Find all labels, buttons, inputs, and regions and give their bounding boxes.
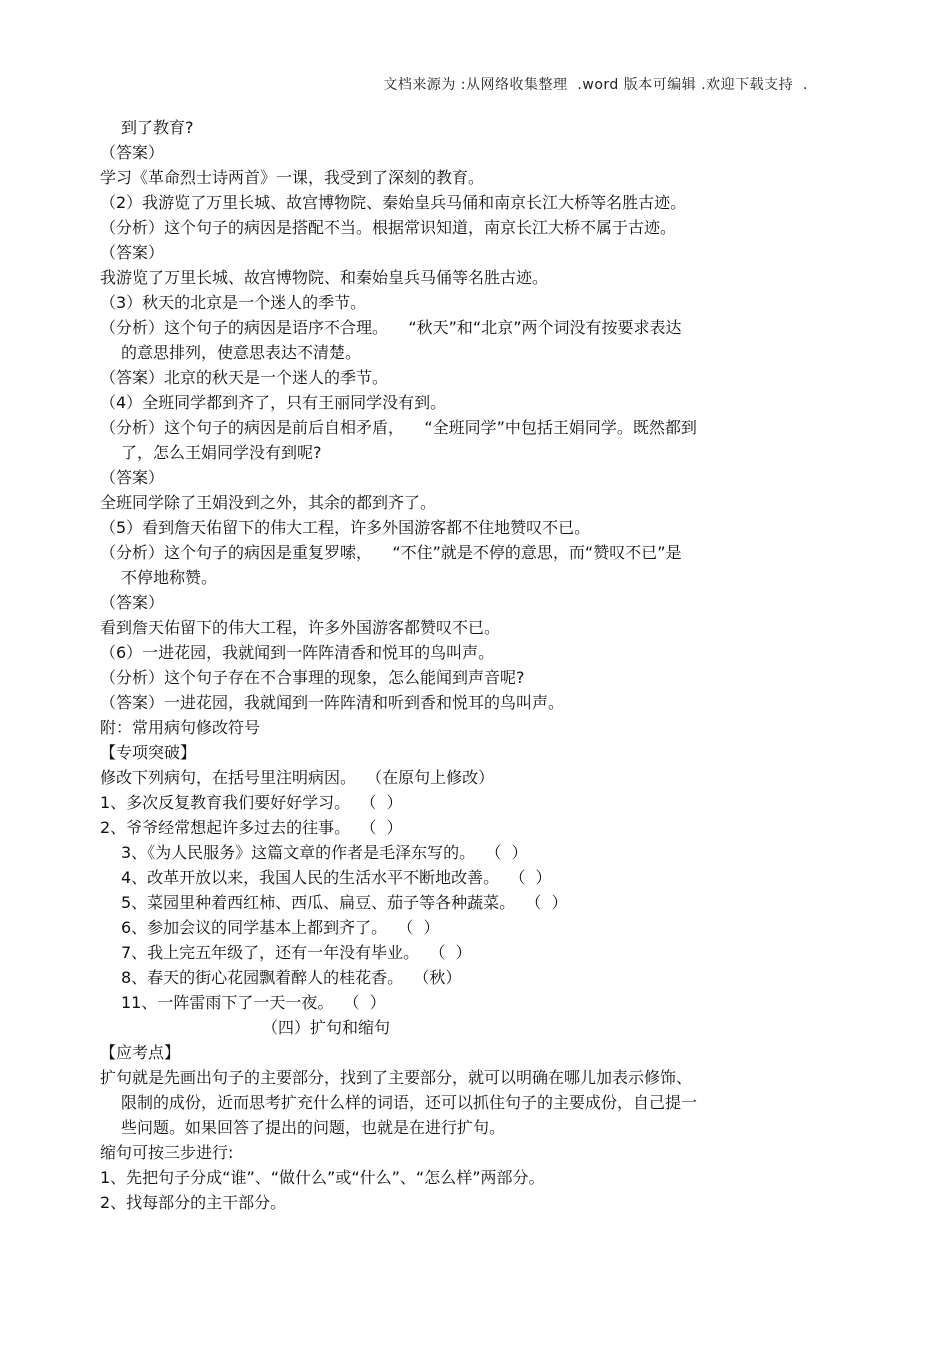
text-line: （答案） bbox=[100, 143, 165, 162]
text-line: （分析）这个句子的病因是重复罗嗦， “不住”就是不停的意思，而“赞叹不已”是 bbox=[100, 543, 682, 562]
exercise-item: 1、多次反复教育我们要好好学习。 （ ） bbox=[100, 793, 403, 812]
text-line: 2、找每部分的主干部分。 bbox=[100, 1193, 287, 1212]
exercise-item: 7、我上完五年级了，还有一年没有毕业。 （ ） bbox=[121, 943, 472, 962]
exercise-item: 11、一阵雷雨下了一天一夜。 （ ） bbox=[121, 993, 386, 1012]
text-line: （答案）一进花园，我就闻到一阵阵清和听到香和悦耳的鸟叫声。 bbox=[100, 693, 565, 712]
text-line: 限制的成份，近而思考扩充什么样的词语，还可以抓住句子的主要成份，自己提一 bbox=[121, 1093, 698, 1112]
text-line: 我游览了万里长城、故宫博物院、和秦始皇兵马俑等名胜古迹。 bbox=[100, 268, 549, 287]
text-line: （答案） bbox=[100, 243, 165, 262]
text-line: （答案） bbox=[100, 593, 165, 612]
exercise-item: 4、改革开放以来，我国人民的生活水平不断地改善。 （ ） bbox=[121, 868, 552, 887]
text-line: 全班同学除了王娟没到之外，其余的都到齐了。 bbox=[100, 493, 437, 512]
exercise-item: 6、参加会议的同学基本上都到齐了。 （ ） bbox=[121, 918, 440, 937]
text-line: 些问题。如果回答了提出的问题，也就是在进行扩句。 bbox=[121, 1118, 506, 1137]
text-line: （分析）这个句子的病因是语序不合理。 “秋天”和“北京”两个词没有按要求表达 bbox=[100, 318, 682, 337]
exercise-item: 2、爷爷经常想起许多过去的往事。 （ ） bbox=[100, 818, 403, 837]
text-line: （分析）这个句子存在不合事理的现象，怎么能闻到声音呢? bbox=[100, 668, 525, 687]
text-line: 了，怎么王娟同学没有到呢? bbox=[121, 443, 322, 462]
text-line: 看到詹天佑留下的伟大工程，许多外国游客都赞叹不已。 bbox=[100, 618, 501, 637]
text-line: 附：常用病句修改符号 bbox=[100, 718, 261, 737]
text-line: 不停地称赞。 bbox=[121, 568, 218, 587]
text-line: （答案）北京的秋天是一个迷人的季节。 bbox=[100, 368, 389, 387]
section-title: （四）扩句和缩句 bbox=[262, 1018, 391, 1037]
text-line: 扩句就是先画出句子的主要部分，找到了主要部分，就可以明确在哪儿加表示修饰、 bbox=[100, 1068, 693, 1087]
exercise-item: 8、春天的街心花园飘着醉人的桂花香。 （秋） bbox=[121, 968, 462, 987]
text-line: （5）看到詹天佑留下的伟大工程，许多外国游客都不住地赞叹不已。 bbox=[100, 518, 591, 537]
text-line: 缩句可按三步进行: bbox=[100, 1143, 234, 1162]
page-header: 文档来源为 :从网络收集整理 .word 版本可编辑 .欢迎下载支持 . bbox=[383, 77, 808, 93]
section-heading: 【应考点】 bbox=[100, 1043, 181, 1062]
exercise-item: 3、《为人民服务》这篇文章的作者是毛泽东写的。 （ ） bbox=[121, 843, 528, 862]
text-line: （2）我游览了万里长城、故宫博物院、秦始皇兵马俑和南京长江大桥等名胜古迹。 bbox=[100, 193, 687, 212]
section-heading: 【专项突破】 bbox=[100, 743, 197, 762]
text-line: （分析）这个句子的病因是前后自相矛盾， “全班同学”中包括王娟同学。既然都到 bbox=[100, 418, 697, 437]
text-line: 1、先把句子分成“谁”、“做什么”或“什么”、“怎么样”两部分。 bbox=[100, 1168, 545, 1187]
text-line: （3）秋天的北京是一个迷人的季节。 bbox=[100, 293, 367, 312]
text-line: 学习《革命烈士诗两首》一课，我受到了深刻的教育。 bbox=[100, 168, 485, 187]
exercise-item: 5、菜园里种着西红柿、西瓜、扁豆、茄子等各种蔬菜。 （ ） bbox=[121, 893, 568, 912]
text-line: （6）一进花园，我就闻到一阵阵清香和悦耳的鸟叫声。 bbox=[100, 643, 495, 662]
text-line: （答案） bbox=[100, 468, 165, 487]
text-line: （4）全班同学都到齐了，只有王丽同学没有到。 bbox=[100, 393, 447, 412]
text-line: 到了教育? bbox=[121, 118, 194, 137]
text-line: 的意思排列，使意思表达不清楚。 bbox=[121, 343, 362, 362]
text-line: （分析）这个句子的病因是搭配不当。根据常识知道，南京长江大桥不属于古迹。 bbox=[100, 218, 677, 237]
text-line: 修改下列病句，在括号里注明病因。 （在原句上修改） bbox=[100, 768, 495, 787]
